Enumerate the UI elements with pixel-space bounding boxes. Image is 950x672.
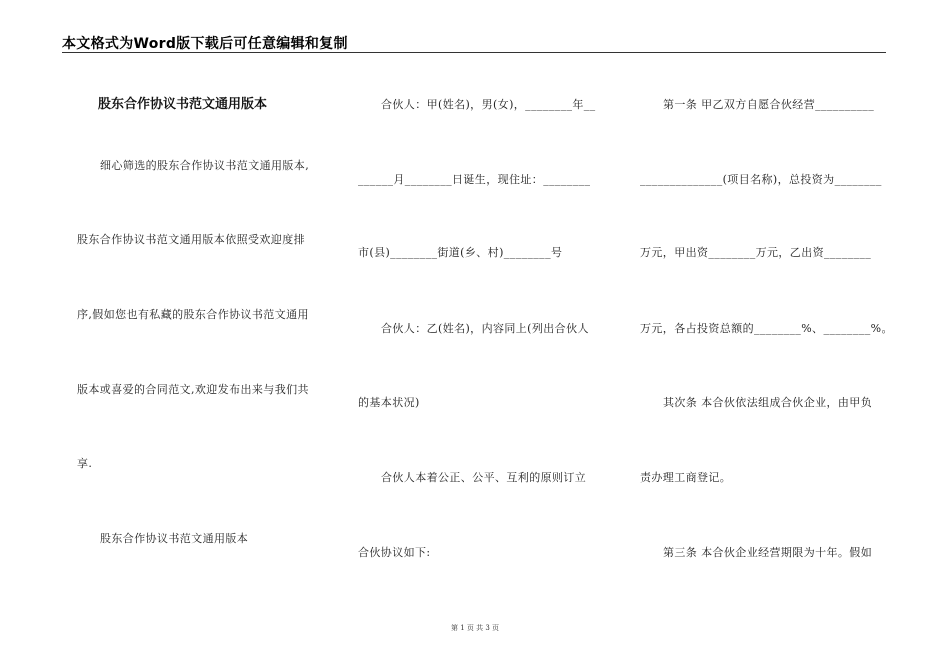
- paragraph-line: 序,假如您也有私藏的股东合作协议书范文通用: [77, 308, 309, 321]
- paragraph-line: 版本或喜爱的合同范文,欢迎发布出来与我们共: [77, 383, 309, 396]
- paragraph-line: ______月________日诞生，现住址：________: [358, 173, 591, 186]
- paragraph-line: 享.: [77, 457, 93, 470]
- paragraph-line: 合伙人：甲(姓名)，男(女)，________年__: [381, 98, 596, 111]
- document-header: [62, 30, 886, 53]
- paragraph-line: 合伙人：乙(姓名)，内容同上(列出合伙人: [381, 322, 589, 335]
- paragraph-line: 万元，甲出资________万元，乙出资________: [640, 246, 872, 259]
- document-title: 股东合作协议书范文通用版本: [98, 97, 268, 112]
- paragraph-line: 股东合作协议书范文通用版本依照受欢迎度排: [77, 233, 305, 246]
- paragraph-line: 第三条 本合伙企业经营期限为十年。假如: [663, 546, 873, 559]
- page-number: 第 1 页 共 3 页: [450, 624, 500, 632]
- paragraph-line: 其次条 本合伙依法组成合伙企业，由甲负: [663, 396, 873, 409]
- paragraph-line: 细心筛选的股东合作协议书范文通用版本,: [100, 159, 310, 172]
- paragraph-line: 合伙协议如下:: [358, 546, 431, 559]
- paragraph-line: 股东合作协议书范文通用版本: [100, 532, 249, 545]
- paragraph-line: 第一条 甲乙双方自愿合伙经营__________: [663, 98, 875, 111]
- header-title: 本文格式为Word版下载后可任意编辑和复制: [62, 36, 348, 52]
- paragraph-line: 责办理工商登记。: [640, 471, 732, 484]
- paragraph-line: 的基本状况): [358, 396, 420, 409]
- paragraph-line: 万元，各占投资总额的________%、________%。: [640, 322, 893, 335]
- paragraph-line: 合伙人本着公正、公平、互利的原则订立: [381, 471, 587, 484]
- paragraph-line: 市(县)________街道(乡、村)________号: [358, 246, 563, 259]
- paragraph-line: ______________(项目名称)，总投资为________: [640, 173, 882, 186]
